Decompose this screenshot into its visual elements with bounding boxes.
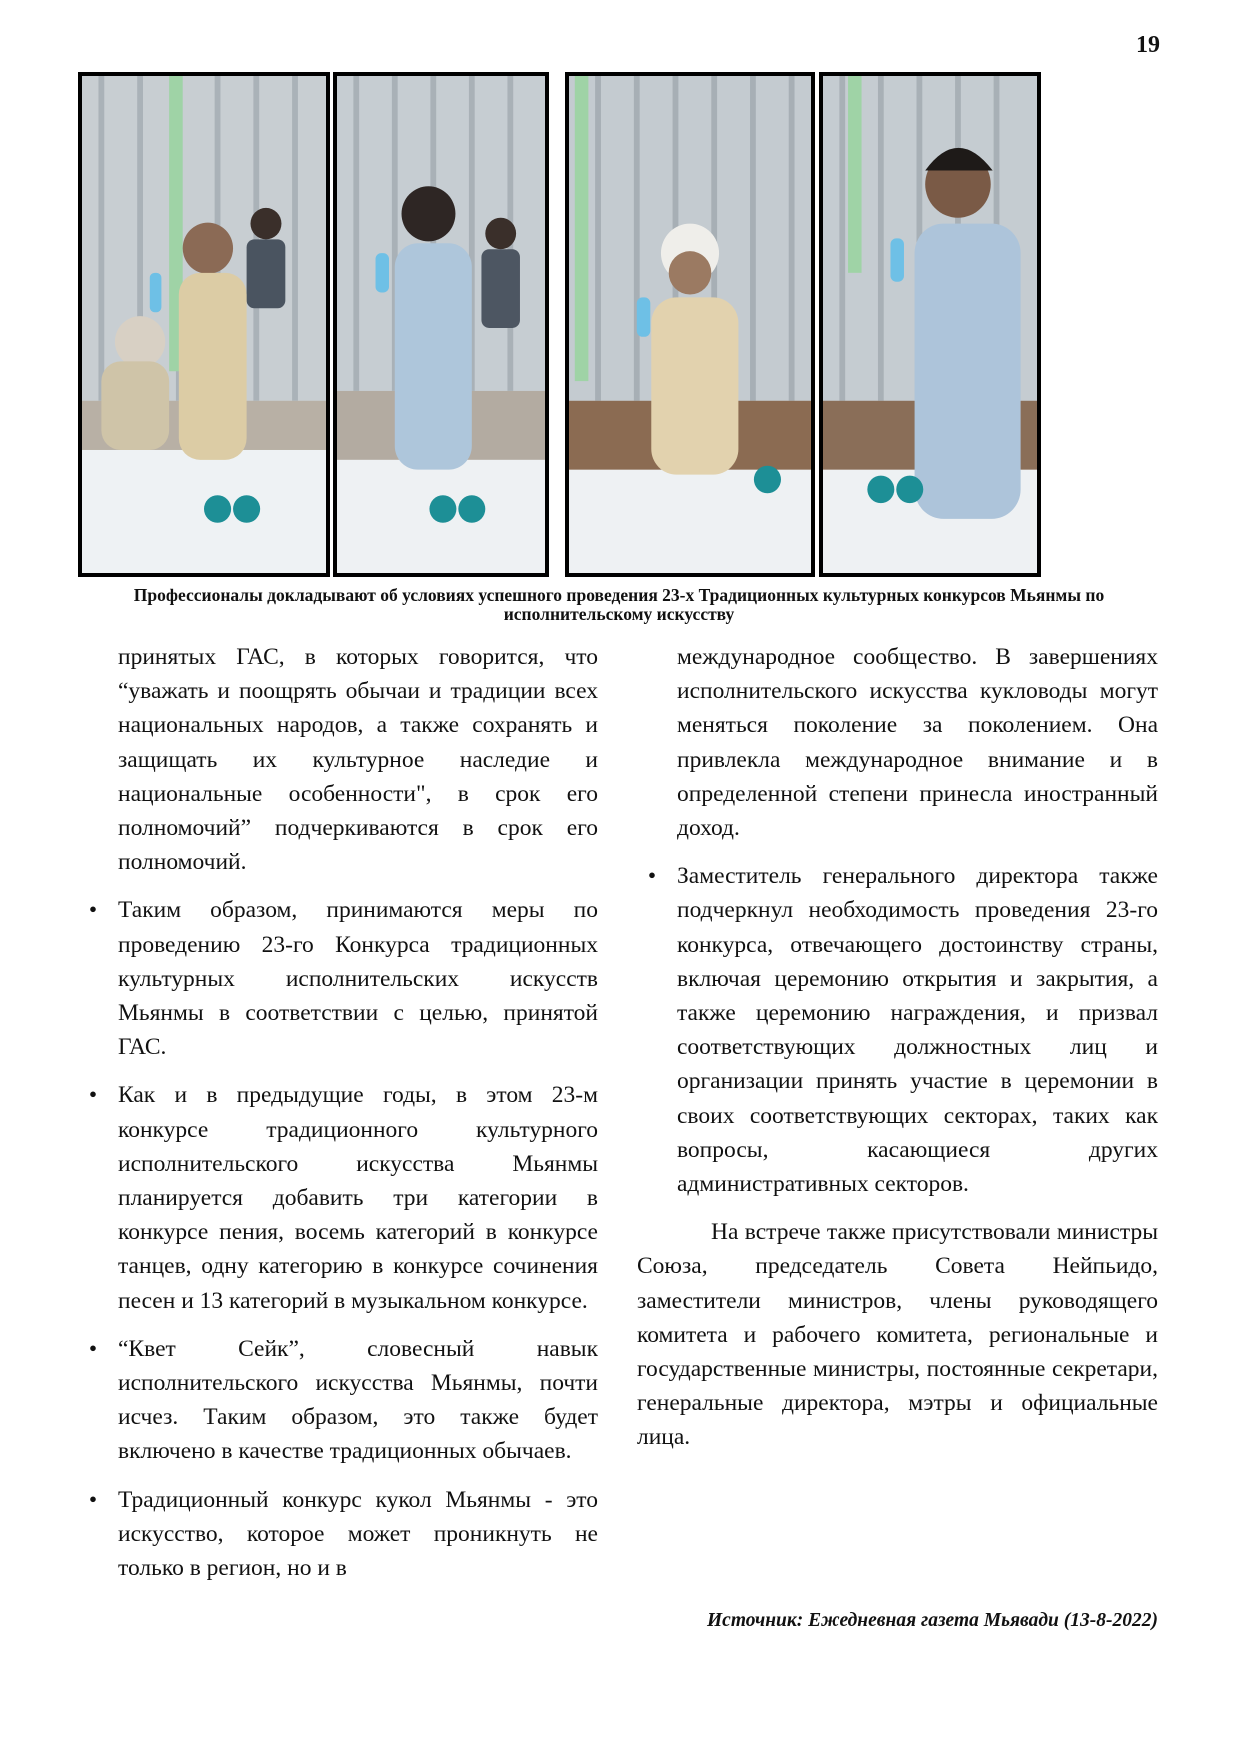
bullet-text: “Квет Сейк”, словесный навык исполнительского искусства Мьянмы, почти исчез. Таким образом, это также будет включено в качестве традиционных обычаев. xyxy=(118,1335,598,1465)
bullet-item xyxy=(88,1078,598,1317)
photo-speaker-3 xyxy=(565,72,815,577)
photo-speaker-4 xyxy=(819,72,1041,577)
bullet-item xyxy=(647,859,1158,1201)
page-number: 19 xyxy=(1136,32,1160,58)
left-intro-paragraph: принятых ГАС, в которых говорится, что “уважать и поощрять обычаи и традиции всех национальных народов, а также сохранять и защищать их культурное наследие и национальные особенности", в срок его полномочий” подчеркиваются в срок его полномочий. xyxy=(118,644,598,876)
bullet-item xyxy=(88,1332,598,1469)
source-credit: Источник: Ежедневная газета Мьявади (13-8-2022) xyxy=(707,1610,1158,1631)
photo-speaker-1 xyxy=(78,72,330,577)
bullet-item xyxy=(88,1483,598,1586)
bullet-text: Заместитель генерального директора также подчеркнул необходимость проведения 23-го конкурса, отвечающего достоинству страны, включая церемонию открытия и закрытия, а также церемонию награждения, и призвал соответствующих должностных лиц и организации принять участие в церемонии в своих соответствующих секторах, таких как вопросы, касающиеся других административных секторов. xyxy=(677,863,1158,1198)
right-column xyxy=(637,640,1158,1461)
right-continuation-paragraph: международное сообщество. В завершениях исполнительского искусства кукловоды могут меняться поколение за поколением. Она привлекла международное внимание и в определенной степени принесла иностранный доход. xyxy=(677,644,1158,842)
bullet-marker: • xyxy=(88,1486,98,1513)
bullet-marker: • xyxy=(647,863,657,890)
photo-strip xyxy=(78,72,1160,577)
bullet-text: Традиционный конкурс кукол Мьянмы - это искусство, которое может проникнуть не только в регион, но и в xyxy=(118,1486,598,1582)
bullet-marker: • xyxy=(88,897,98,924)
photo-speaker-2 xyxy=(333,72,549,577)
photo-caption: Профессионалы докладывают об условиях успешного проведения 23-х Традиционных культурных конкурсов Мьянмы по исполнительскому искусству xyxy=(133,585,1105,624)
left-column xyxy=(78,640,598,1599)
bullet-item xyxy=(88,893,598,1064)
bullet-text: Как и в предыдущие годы, в этом 23-м конкурсе традиционного культурного исполнительского искусства Мьянмы планируется добавить три категории в конкурсе пения, восемь категорий в конкурсе танцев, одну категорию в конкурсе сочинения песен и 13 категорий в музыкальном конкурсе. xyxy=(118,1082,598,1314)
bullet-marker: • xyxy=(88,1082,98,1109)
bullet-text: Таким образом, принимаются меры по проведению 23-го Конкурса традиционных культурных исполнительских искусств Мьянмы в соответствии с целью, принятой ГАС. xyxy=(118,897,598,1061)
closing-paragraph: На встрече также присутствовали министры Союза, председатель Совета Нейпьидо, заместители министров, члены руководящего комитета и рабочего комитета, региональные и государственные министры, постоянные секретари, генеральные директора, мэтры и официальные лица. xyxy=(637,1219,1158,1451)
bullet-marker: • xyxy=(88,1335,98,1362)
